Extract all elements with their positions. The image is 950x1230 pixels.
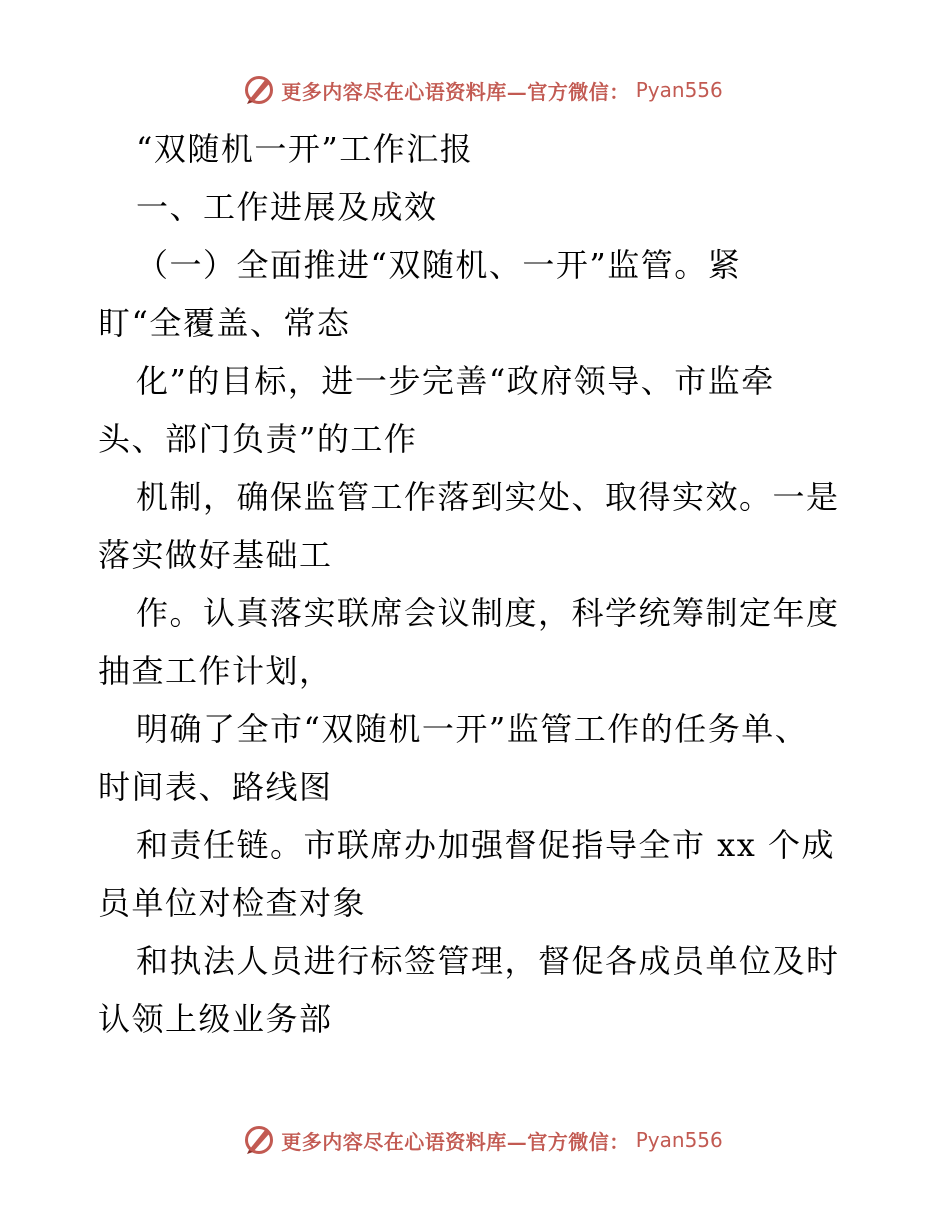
paragraph-line: 盯“全覆盖、常态 [98, 304, 351, 342]
paragraph-line: 落实做好基础工 [98, 536, 333, 574]
document-body [98, 120, 858, 1048]
paragraph-line: 时间表、路线图 [98, 768, 333, 806]
header-banner-content [243, 74, 723, 106]
header-banner [0, 70, 950, 110]
section-heading: 一、工作进展及成效 [136, 188, 438, 226]
paragraph-line: 员单位对检查对象 [98, 884, 367, 922]
paragraph-line: 和责任链。市联席办加强督促指导全市 xx 个成 [136, 826, 835, 864]
paragraph-line: 作。认真落实联席会议制度，科学统筹制定年度 [136, 594, 840, 632]
paragraph-line: 化”的目标，进一步完善“政府领导、市监牵 [136, 362, 775, 400]
paragraph-line: 明确了全市“双随机一开”监管工作的任务单、 [136, 710, 809, 748]
document-title: “双随机一开”工作汇报 [136, 130, 474, 168]
paragraph-line: 和执法人员进行标签管理，督促各成员单位及时 [136, 942, 840, 980]
header-banner-text: 更多内容尽在心语资料库—官方微信： [281, 79, 630, 104]
paragraph-line: 头、部门负责”的工作 [98, 420, 418, 458]
header-wechat-id: Pyan556 [635, 78, 723, 102]
pen-logo-icon [243, 74, 275, 106]
paragraph-line: 抽查工作计划， [98, 652, 333, 690]
pen-logo-icon [243, 1124, 275, 1156]
paragraph-line: （一）全面推进“双随机、一开”监管。紧 [136, 246, 742, 284]
footer-banner-content [243, 1124, 723, 1156]
footer-banner-text: 更多内容尽在心语资料库—官方微信： [281, 1129, 630, 1154]
paragraph-line: 机制，确保监管工作落到实处、取得实效。一是 [136, 478, 840, 516]
footer-banner [0, 1120, 950, 1160]
footer-wechat-id: Pyan556 [635, 1128, 723, 1152]
paragraph-line: 认领上级业务部 [98, 1000, 333, 1038]
